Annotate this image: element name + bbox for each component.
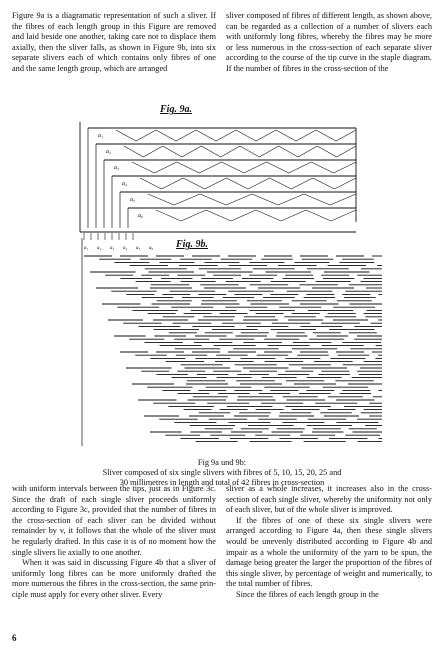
caption-text: Sliver composed of six single slivers with fibres of 5, 10, 15, 20, 25 and [102, 468, 342, 478]
figure-9b-label: Fig. 9b. [176, 239, 208, 250]
fibre-zigzag [174, 194, 200, 205]
figure-9a-label: Fig. 9a. [160, 104, 192, 115]
page-number: 6 [12, 633, 17, 643]
fibre-zigzag [296, 130, 316, 141]
fibre-zigzag [206, 210, 231, 221]
fibre-zigzag [205, 178, 227, 189]
fibre-zigzag [201, 146, 220, 157]
fibre-zigzag [313, 178, 335, 189]
fibre-zigzag [281, 210, 306, 221]
fibre-zigzag [279, 146, 298, 157]
fibre-zigzag [289, 162, 311, 173]
sliver-tag-2: a₂ [106, 149, 112, 155]
fibre-zigzag [311, 162, 333, 173]
sliver-b-tag-1: a₁ [84, 246, 89, 251]
fibre-zigzag [181, 210, 206, 221]
sliver-tag-3: a₃ [114, 165, 120, 171]
fibre-zigzag [331, 210, 356, 221]
paragraph-text: sliver as a whole increases, it increases also in the cross-section of each single sliver, whereby the uniformity not only of each sliver, but of the whole sliver is improved. [226, 484, 432, 515]
fibre-zigzag [222, 162, 244, 173]
fibre-zigzag [140, 178, 162, 189]
fibre-zigzag [266, 162, 288, 173]
sliver-tag-1: a₁ [98, 133, 104, 139]
fibre-zigzag [231, 210, 256, 221]
fibre-zigzag [162, 178, 184, 189]
fibre-zigzag [156, 210, 181, 221]
fibre-zigzag [336, 130, 356, 141]
fibre-zigzag [304, 194, 330, 205]
fibre-zigzag [177, 162, 199, 173]
fibre-zigzag [317, 146, 336, 157]
fibre-zigzag [176, 130, 196, 141]
sliver-b-tag-6: a₆ [149, 246, 154, 251]
fibre-zigzag [148, 194, 174, 205]
sliver-tag-4: a₄ [122, 181, 128, 187]
bottom-left-column [12, 484, 216, 601]
sliver-tag-5: a₅ [130, 197, 136, 203]
fibre-zigzag [116, 130, 136, 141]
sliver-tag-6: a₆ [138, 213, 144, 219]
sliver-b-tag-2: a₂ [97, 246, 102, 251]
fibre-zigzag [256, 210, 281, 221]
fibre-zigzag [226, 194, 252, 205]
fibre-zigzag [256, 130, 276, 141]
fibre-zigzag [156, 130, 176, 141]
fibre-zigzag [337, 146, 356, 157]
fibre-zigzag [136, 130, 156, 141]
paragraph-text: If the fibres of one of these six single slivers were arranged according to Figure 4a, then these single slivers would be unevenly distributed according to Figure 4b and impair as a whole the uniformity of the yarn to be spun, the damage being greater the larger the proportion of the fibres of this single sliver, by percentage of weight and numerically, to the total number of fibres. [226, 515, 432, 589]
fibre-zigzag [334, 178, 356, 189]
fibre-zigzag [270, 178, 292, 189]
fibre-zigzag [252, 194, 278, 205]
fibre-zigzag [306, 210, 331, 221]
fibre-zigzag [291, 178, 313, 189]
fibre-zigzag [199, 162, 221, 173]
fibre-zigzag [124, 146, 143, 157]
fibre-zigzag [221, 146, 240, 157]
bottom-right-column [226, 484, 432, 601]
paragraph-text: Since the fibres of each length group in the [236, 589, 379, 599]
sliver-b-tag-4: a₄ [123, 246, 128, 251]
fibre-zigzag [132, 162, 154, 173]
fibre-zigzag [248, 178, 270, 189]
fibre-zigzag [183, 178, 205, 189]
fibre-zigzag [143, 146, 162, 157]
sliver-b-tag-3: a₃ [110, 246, 115, 251]
fibre-zigzag [154, 162, 176, 173]
fibre-zigzag [226, 178, 248, 189]
fibre-zigzag [240, 146, 259, 157]
fibre-zigzag [182, 146, 201, 157]
fibre-zigzag [216, 130, 236, 141]
fibre-zigzag [330, 194, 356, 205]
caption-title: Fig 9a und 9b: [197, 458, 247, 467]
fibre-zigzag [334, 162, 356, 173]
sliver-b-tag-5: a₅ [136, 246, 141, 251]
caption-text: 30 millimetres in length and total of 42 fibres in cross-section [119, 478, 325, 488]
fibre-zigzag [244, 162, 266, 173]
fibre-zigzag [298, 146, 317, 157]
fibre-zigzag [278, 194, 304, 205]
paragraph-text: When it was said in discussing Figure 4b that a sliver of uniformly long fibres can be more uniformly drafted the more numerous the fibres in the cross-section, the same principle must apply for every other sliver. Every [12, 558, 216, 599]
paragraph-text: sliver composed of fibres of different length, as shown above, can be regarded as a collection of a number of slivers each with uniformly long fibres, whereby the fibres may be more or less numerous in the cross-section of each separate sliver according to the course of the tip curve in the staple diagram. If the number of fibres in the cross-section of the [226, 11, 432, 73]
fibre-zigzag [259, 146, 278, 157]
fibre-zigzag [316, 130, 336, 141]
paragraph-text: Figure 9a is a diagramatic representation of such a sliver. If the fibres of each length group in this Figure are removed and laid beside one another, taking care not to displace them axially, then the sliver falls, as shown in Figure 9b, into six separate slivers each of which contains only fibres of one and the same length group, which are arranged [12, 11, 216, 73]
paragraph-text: with uniform intervals between the tips, just as in Figure 3c. Since the draft of each single sliver proceeds uniformly according to Figure 3c, provided that the number of fibres in the cross-section of each sliver can be divided without remainder by v, it follows that the whole of the sliver must be regularly drafted. In this case it is of no moment how the single slivers lie axially to one another. [12, 484, 216, 557]
fibre-zigzag [163, 146, 182, 157]
fibre-zigzag [196, 130, 216, 141]
fibre-zigzag [276, 130, 296, 141]
fibre-zigzag [236, 130, 256, 141]
fibre-zigzag [200, 194, 226, 205]
